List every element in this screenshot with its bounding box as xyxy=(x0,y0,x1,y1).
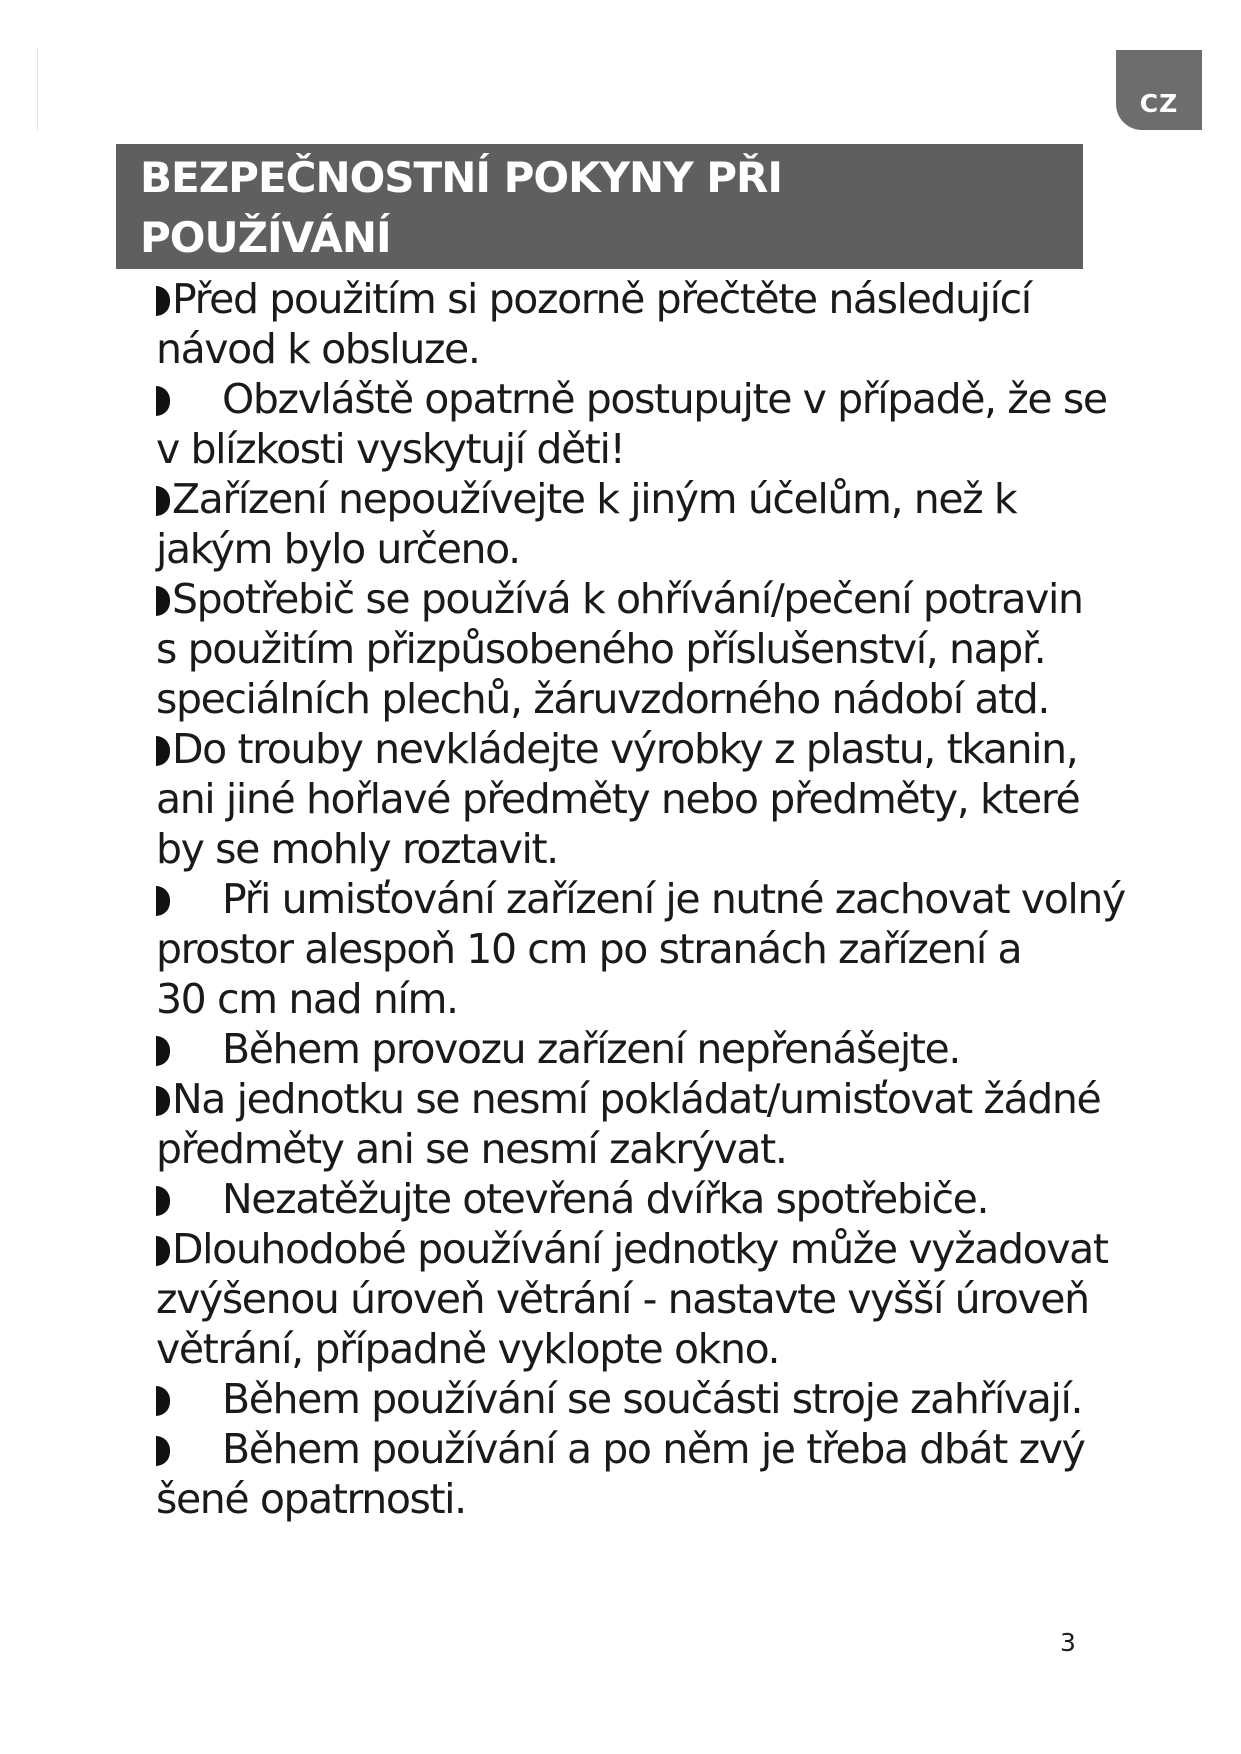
heading-line-1: BEZPEČNOSTNÍ POKYNY PŘI xyxy=(140,153,782,202)
paragraph-6 xyxy=(156,874,1186,1024)
bullet-icon xyxy=(156,486,170,516)
text-line: Během používání se součásti stroje zahřívají. xyxy=(156,1374,1186,1424)
text-line: speciálních plechů, žáruvzdorného nádobí atd. xyxy=(156,675,1049,723)
safety-instructions xyxy=(156,274,1186,1524)
text-line: větrání, případně vyklopte okno. xyxy=(156,1325,780,1373)
bullet-icon xyxy=(156,1036,170,1066)
paragraph-2 xyxy=(156,374,1186,474)
bullet-icon xyxy=(156,1436,170,1466)
text-line: v blízkosti vyskytují děti! xyxy=(156,425,625,473)
bullet-icon xyxy=(156,1186,170,1216)
paragraph-8 xyxy=(156,1074,1186,1174)
margin-rule xyxy=(37,48,38,130)
bullet-icon xyxy=(156,736,170,766)
text-line: jakým bylo určeno. xyxy=(156,525,520,573)
text-line: Do trouby nevkládejte výrobky z plastu, tkanin, xyxy=(156,724,1186,774)
paragraph-11 xyxy=(156,1374,1186,1424)
paragraph-7 xyxy=(156,1024,1186,1074)
text-line: Během používání a po něm je třeba dbát zvý xyxy=(156,1424,1186,1474)
paragraph-1 xyxy=(156,274,1186,374)
text-line: zvýšenou úroveň větrání - nastavte vyšší úroveň xyxy=(156,1275,1089,1323)
bullet-icon xyxy=(156,586,170,616)
bullet-icon xyxy=(156,886,170,916)
text-line: Nezatěžujte otevřená dvířka spotřebiče. xyxy=(156,1174,1186,1224)
text-line: 30 cm nad ním. xyxy=(156,975,458,1023)
paragraph-10 xyxy=(156,1224,1186,1374)
text-line: Během provozu zařízení nepřenášejte. xyxy=(156,1024,1186,1074)
text-line: Před použitím si pozorně přečtěte následující xyxy=(156,274,1186,324)
bullet-icon xyxy=(156,1236,170,1266)
heading-line-2: POUŽÍVÁNÍ xyxy=(140,213,391,262)
paragraph-12 xyxy=(156,1424,1186,1524)
bullet-icon xyxy=(156,1386,170,1416)
text-line: ani jiné hořlavé předměty nebo předměty, které xyxy=(156,775,1080,823)
page-number: 3 xyxy=(1060,1628,1076,1657)
text-line: s použitím přizpůsobeného příslušenství, např. xyxy=(156,625,1046,673)
text-line: Zařízení nepoužívejte k jiným účelům, než k xyxy=(156,474,1186,524)
text-line: návod k obsluze. xyxy=(156,325,480,373)
paragraph-4 xyxy=(156,574,1186,724)
bullet-icon xyxy=(156,1086,170,1116)
paragraph-3 xyxy=(156,474,1186,574)
bullet-icon xyxy=(156,386,170,416)
language-tab: CZ xyxy=(1116,50,1202,130)
text-line: Obzvláště opatrně postupujte v případě, že se xyxy=(156,374,1186,424)
section-heading xyxy=(116,144,1083,269)
text-line: Dlouhodobé používání jednotky může vyžadovat xyxy=(156,1224,1186,1274)
text-line: šené opatrnosti. xyxy=(156,1475,466,1523)
text-line: prostor alespoň 10 cm po stranách zařízení a xyxy=(156,925,1022,973)
text-line: by se mohly roztavit. xyxy=(156,825,558,873)
paragraph-5 xyxy=(156,724,1186,874)
text-line: Spotřebič se používá k ohřívání/pečení potravin xyxy=(156,574,1186,624)
text-line: předměty ani se nesmí zakrývat. xyxy=(156,1125,787,1173)
text-line: Při umisťování zařízení je nutné zachovat volný xyxy=(156,874,1186,924)
text-line: Na jednotku se nesmí pokládat/umisťovat žádné xyxy=(156,1074,1186,1124)
bullet-icon xyxy=(156,286,170,316)
paragraph-9 xyxy=(156,1174,1186,1224)
